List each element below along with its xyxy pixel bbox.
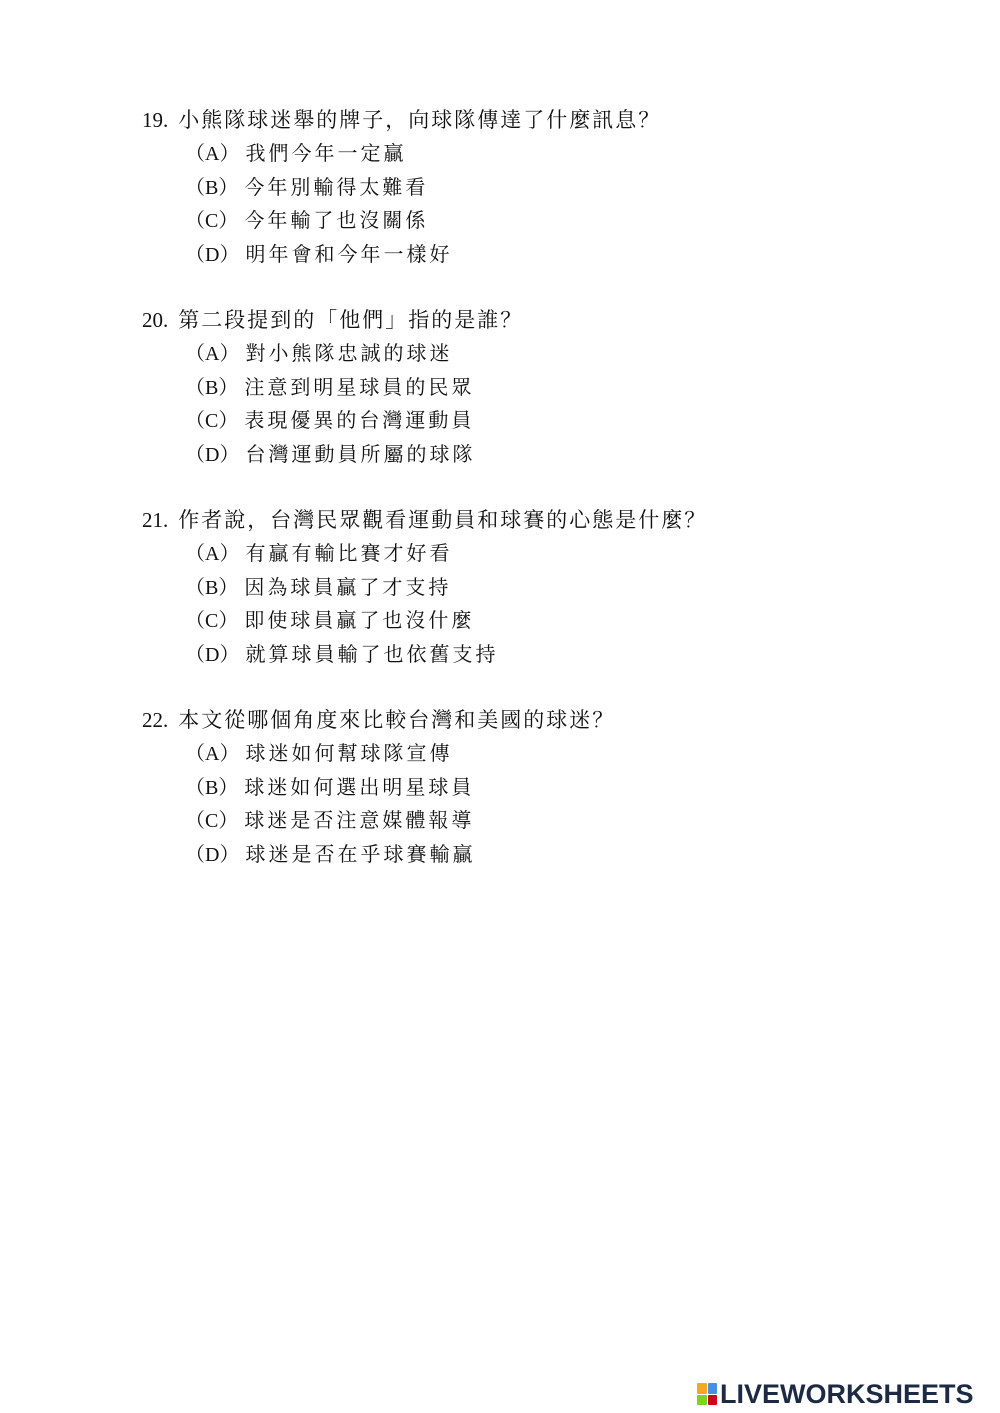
question-19 bbox=[142, 104, 922, 271]
worksheet bbox=[142, 104, 922, 904]
option-letter: （C） bbox=[185, 410, 239, 432]
question-text: 作者說，台灣民眾觀看運動員和球賽的心態是什麼？ bbox=[178, 508, 708, 532]
option-text: 明年會和今年一樣好 bbox=[245, 241, 453, 266]
question-number: 20. bbox=[142, 308, 169, 332]
option-letter: （D） bbox=[185, 243, 240, 266]
logo-square-2 bbox=[708, 1383, 718, 1394]
question-20 bbox=[142, 304, 922, 471]
option-text: 即使球員贏了也沒什麼 bbox=[244, 608, 475, 632]
option-c[interactable] bbox=[142, 604, 922, 638]
option-c[interactable] bbox=[142, 204, 922, 238]
question-number: 21. bbox=[142, 508, 169, 532]
option-text: 表現優異的台灣運動員 bbox=[244, 408, 475, 432]
logo-square-3 bbox=[697, 1395, 707, 1406]
option-a[interactable] bbox=[142, 337, 922, 371]
option-d[interactable] bbox=[142, 438, 922, 472]
option-letter: （B） bbox=[185, 376, 239, 399]
option-b[interactable] bbox=[142, 171, 922, 205]
option-text: 因為球員贏了才支持 bbox=[244, 574, 452, 599]
option-c[interactable] bbox=[142, 404, 922, 438]
option-b[interactable] bbox=[142, 571, 922, 605]
option-letter: （A） bbox=[185, 343, 240, 365]
option-b[interactable] bbox=[142, 771, 922, 805]
question-stem bbox=[142, 504, 922, 537]
option-letter: （A） bbox=[185, 143, 240, 165]
question-22 bbox=[142, 704, 922, 871]
question-number: 22. bbox=[142, 708, 169, 732]
option-letter: （C） bbox=[185, 210, 239, 232]
option-d[interactable] bbox=[142, 638, 922, 672]
question-text: 第二段提到的「他們」指的是誰？ bbox=[178, 308, 524, 332]
question-number: 19. bbox=[142, 108, 169, 132]
option-letter: （D） bbox=[185, 843, 240, 866]
option-letter: （B） bbox=[185, 776, 239, 799]
logo-square-4 bbox=[708, 1395, 718, 1406]
option-text: 球迷如何選出明星球員 bbox=[244, 774, 475, 799]
question-stem bbox=[142, 704, 922, 737]
option-text: 台灣運動員所屬的球隊 bbox=[245, 441, 476, 466]
option-letter: （D） bbox=[185, 643, 240, 666]
question-21 bbox=[142, 504, 922, 671]
option-letter: （C） bbox=[185, 810, 239, 832]
option-letter: （A） bbox=[185, 743, 240, 765]
option-text: 有贏有輸比賽才好看 bbox=[245, 541, 453, 565]
question-text: 本文從哪個角度來比較台灣和美國的球迷？ bbox=[178, 708, 616, 732]
option-text: 今年別輸得太難看 bbox=[244, 174, 429, 199]
option-letter: （C） bbox=[185, 610, 239, 632]
option-a[interactable] bbox=[142, 737, 922, 771]
option-letter: （B） bbox=[185, 576, 239, 599]
option-letter: （A） bbox=[185, 543, 240, 565]
option-text: 對小熊隊忠誠的球迷 bbox=[245, 341, 453, 365]
question-text: 小熊隊球迷舉的牌子，向球隊傳達了什麼訊息？ bbox=[178, 108, 662, 132]
option-letter: （D） bbox=[185, 443, 240, 466]
option-text: 球迷是否注意媒體報導 bbox=[244, 808, 475, 832]
option-d[interactable] bbox=[142, 838, 922, 872]
option-d[interactable] bbox=[142, 238, 922, 272]
option-c[interactable] bbox=[142, 804, 922, 838]
option-text: 今年輸了也沒關係 bbox=[244, 208, 429, 232]
logo-text: LIVEWORKSHEETS bbox=[720, 1378, 974, 1409]
option-letter: （B） bbox=[185, 176, 239, 199]
option-text: 就算球員輸了也依舊支持 bbox=[245, 641, 499, 666]
liveworksheets-logo bbox=[697, 1380, 974, 1408]
option-text: 球迷如何幫球隊宣傳 bbox=[245, 741, 453, 765]
option-text: 我們今年一定贏 bbox=[245, 141, 407, 165]
option-text: 注意到明星球員的民眾 bbox=[244, 374, 475, 399]
option-b[interactable] bbox=[142, 371, 922, 405]
question-stem bbox=[142, 304, 922, 337]
question-stem bbox=[142, 104, 922, 137]
option-a[interactable] bbox=[142, 537, 922, 571]
logo-square-1 bbox=[697, 1383, 707, 1394]
option-a[interactable] bbox=[142, 137, 922, 171]
option-text: 球迷是否在乎球賽輸贏 bbox=[245, 841, 476, 866]
liveworksheets-logo-icon bbox=[697, 1383, 717, 1405]
